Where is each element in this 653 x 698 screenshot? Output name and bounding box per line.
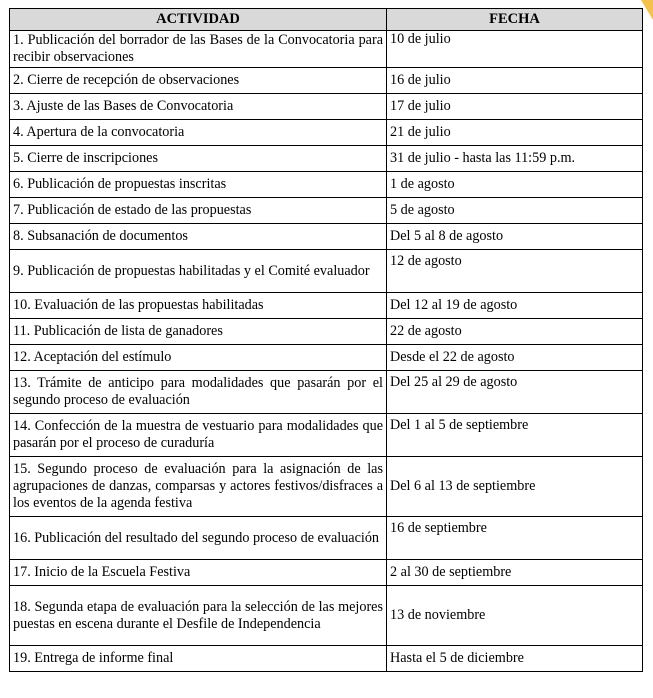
date-cell: 13 de noviembre [387, 586, 643, 646]
date-cell: 10 de julio [387, 31, 643, 68]
activity-cell: 3. Ajuste de las Bases de Convocatoria [10, 94, 387, 120]
activity-cell: 9. Publicación de propuestas habilitadas y el Comité evaluador [10, 250, 387, 293]
activity-cell: 19. Entrega de informe final [10, 646, 387, 672]
table-row [10, 146, 643, 172]
date-cell: 1 de agosto [387, 172, 643, 198]
date-cell: 22 de agosto [387, 319, 643, 345]
activity-cell: 11. Publicación de lista de ganadores [10, 319, 387, 345]
activity-cell: 13. Trámite de anticipo para modalidades que pasarán por el segundo proceso de evaluación [10, 371, 387, 414]
table-row [10, 68, 643, 94]
date-cell: Del 25 al 29 de agosto [387, 371, 643, 414]
activity-cell: 18. Segunda etapa de evaluación para la selección de las mejores puestas en escena durante el Desfile de Independencia [10, 586, 387, 646]
date-cell: Del 6 al 13 de septiembre [387, 457, 643, 517]
activity-cell: 1. Publicación del borrador de las Bases de la Convocatoria para recibir observaciones [10, 31, 387, 68]
table-row [10, 560, 643, 586]
date-cell: 16 de julio [387, 68, 643, 94]
table-row [10, 31, 643, 68]
activity-cell: 5. Cierre de inscripciones [10, 146, 387, 172]
date-cell: 21 de julio [387, 120, 643, 146]
activity-cell: 17. Inicio de la Escuela Festiva [10, 560, 387, 586]
header-activity: ACTIVIDAD [10, 9, 387, 31]
date-cell: Hasta el 5 de diciembre [387, 646, 643, 672]
activity-cell: 12. Aceptación del estímulo [10, 345, 387, 371]
date-cell: Del 5 al 8 de agosto [387, 224, 643, 250]
date-cell: Del 1 al 5 de septiembre [387, 414, 643, 457]
table-row [10, 517, 643, 560]
table-row [10, 198, 643, 224]
table-row [10, 646, 643, 672]
activity-cell: 6. Publicación de propuestas inscritas [10, 172, 387, 198]
date-cell: 2 al 30 de septiembre [387, 560, 643, 586]
date-cell: Del 12 al 19 de agosto [387, 293, 643, 319]
table-row [10, 345, 643, 371]
date-cell: 17 de julio [387, 94, 643, 120]
table-row [10, 586, 643, 646]
table-row [10, 250, 643, 293]
activity-cell: 10. Evaluación de las propuestas habilitadas [10, 293, 387, 319]
header-date: FECHA [387, 9, 643, 31]
activity-cell: 16. Publicación del resultado del segundo proceso de evaluación [10, 517, 387, 560]
activity-cell: 2. Cierre de recepción de observaciones [10, 68, 387, 94]
table-row [10, 371, 643, 414]
activity-cell: 8. Subsanación de documentos [10, 224, 387, 250]
table-row [10, 94, 643, 120]
schedule-table [9, 8, 643, 672]
date-cell: 12 de agosto [387, 250, 643, 293]
table-row [10, 293, 643, 319]
activity-cell: 15. Segundo proceso de evaluación para la asignación de las agrupaciones de danzas, comparsas y actores festivos/disfraces a los eventos de la agenda festiva [10, 457, 387, 517]
table-row [10, 224, 643, 250]
date-cell: 31 de julio - hasta las 11:59 p.m. [387, 146, 643, 172]
activity-cell: 7. Publicación de estado de las propuestas [10, 198, 387, 224]
date-cell: 16 de septiembre [387, 517, 643, 560]
date-cell: Desde el 22 de agosto [387, 345, 643, 371]
activity-cell: 4. Apertura de la convocatoria [10, 120, 387, 146]
activity-cell: 14. Confección de la muestra de vestuario para modalidades que pasarán por el proceso de curaduría [10, 414, 387, 457]
date-cell: 5 de agosto [387, 198, 643, 224]
table-row [10, 414, 643, 457]
table-header-row [10, 9, 643, 31]
table-row [10, 319, 643, 345]
table-row [10, 457, 643, 517]
table-row [10, 172, 643, 198]
table-row [10, 120, 643, 146]
